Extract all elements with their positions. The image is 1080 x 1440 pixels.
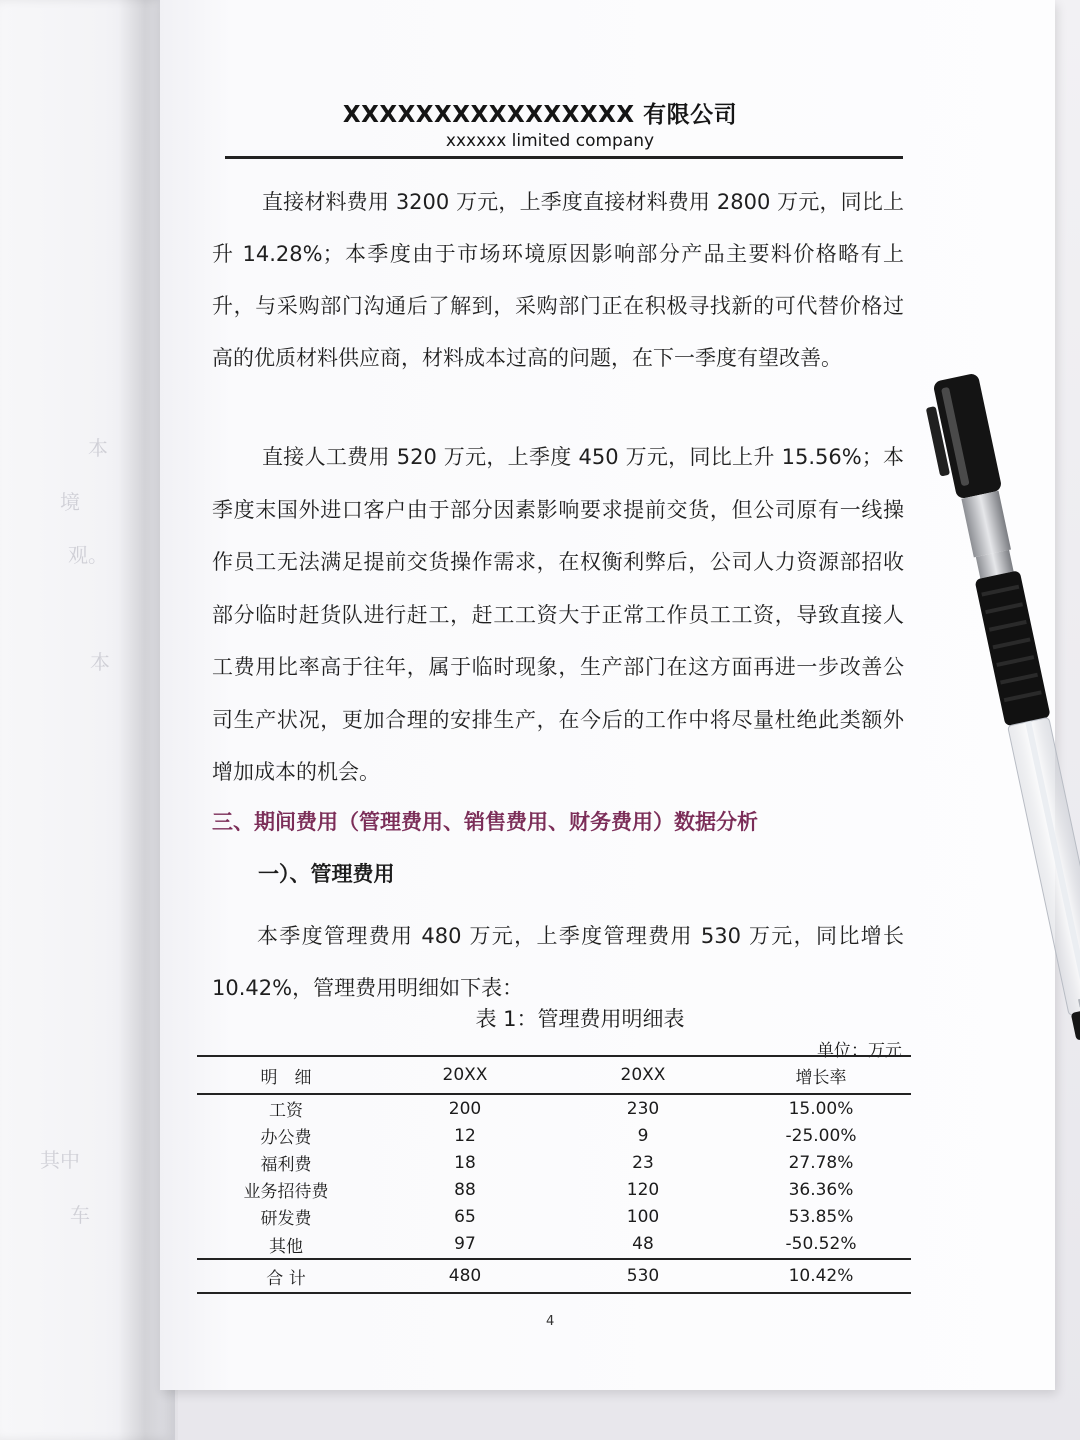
column-header: 明 细 bbox=[260, 1067, 312, 1088]
management-fee-table bbox=[197, 1055, 911, 1294]
table-row bbox=[197, 1176, 911, 1203]
table-unit: 单位：万元 bbox=[817, 1041, 902, 1061]
table-header-row bbox=[197, 1056, 911, 1094]
row-label: 办公费 bbox=[260, 1128, 312, 1148]
total-value: 530 bbox=[626, 1266, 660, 1286]
row-label: 工资 bbox=[269, 1101, 303, 1121]
total-label: 合 计 bbox=[266, 1268, 306, 1289]
company-title: XXXXXXXXXXXXXXXX 有限公司 bbox=[342, 102, 738, 128]
cell-value: 9 bbox=[637, 1125, 649, 1146]
table-title: 表 1：管理费用明细表 bbox=[475, 1007, 685, 1031]
pen-icon bbox=[905, 370, 1080, 1070]
section-heading: 三、期间费用（管理费用、销售费用、财务费用）数据分析 bbox=[212, 810, 758, 834]
paragraph-management-fees: 本季度管理费用 480 万元，上季度管理费用 530 万元，同比增长 10.42%，管理费用明细如下表： bbox=[212, 924, 904, 1000]
bleed-through-text: 本 bbox=[88, 436, 108, 460]
table-row bbox=[197, 1230, 911, 1259]
cell-value: 230 bbox=[626, 1098, 660, 1119]
subsection-heading: 一）、管理费用 bbox=[258, 862, 395, 886]
cell-value: 12 bbox=[454, 1125, 476, 1146]
cell-value: 65 bbox=[454, 1206, 476, 1227]
cell-rate: 36.36% bbox=[788, 1179, 854, 1200]
column-header: 20XX bbox=[442, 1065, 488, 1085]
paragraph-direct-labor: 直接人工费用 520 万元，上季度 450 万元，同比上升 15.56%；本季度末国外进口客户由于部分因素影响要求提前交货，但公司原有一线操作员工无法满足提前交货操作需求，在权衡利弊后，公司人力资源部招收部分临时赶货队进行赶工，赶工工资大于正常工作员工工资，导致直接人工费用比率高于往年，属于临时现象，生产部门在这方面再进一步改善公司生产状况，更加合理的安排生产，在今后的工作中将尽量杜绝此类额外增加成本的机会。 bbox=[212, 445, 904, 784]
cell-rate: 15.00% bbox=[788, 1098, 854, 1119]
bleed-through-text: 境 bbox=[60, 490, 80, 514]
cell-rate: -25.00% bbox=[785, 1125, 857, 1146]
cell-value: 48 bbox=[632, 1234, 654, 1254]
bleed-through-text: 观。 bbox=[68, 543, 108, 567]
table-total-row bbox=[197, 1259, 911, 1293]
cell-value: 88 bbox=[454, 1179, 476, 1200]
table-row bbox=[197, 1149, 911, 1176]
bleed-through-text: 其中 bbox=[40, 1148, 80, 1172]
cell-value: 120 bbox=[626, 1179, 660, 1200]
company-subtitle: xxxxxx limited company bbox=[445, 131, 655, 151]
table-row bbox=[197, 1122, 911, 1149]
total-rate: 10.42% bbox=[788, 1266, 854, 1286]
header-rule bbox=[225, 156, 903, 159]
cell-value: 97 bbox=[454, 1234, 476, 1254]
total-value: 480 bbox=[448, 1266, 482, 1286]
page-number: 4 bbox=[546, 1314, 555, 1329]
cell-value: 18 bbox=[454, 1152, 476, 1173]
cell-value: 200 bbox=[448, 1098, 482, 1119]
column-header: 20XX bbox=[620, 1065, 666, 1085]
cell-rate: 53.85% bbox=[788, 1206, 854, 1227]
bleed-through-text: 车 bbox=[70, 1203, 90, 1227]
cell-value: 100 bbox=[626, 1206, 660, 1227]
table-row bbox=[197, 1094, 911, 1122]
column-header: 增长率 bbox=[795, 1067, 847, 1088]
row-label: 福利费 bbox=[260, 1155, 312, 1175]
cell-rate: -50.52% bbox=[785, 1234, 857, 1254]
row-label: 其他 bbox=[269, 1236, 303, 1257]
paragraph-direct-materials: 直接材料费用 3200 万元，上季度直接材料费用 2800 万元，同比上升 14.28%；本季度由于市场环境原因影响部分产品主要料价格略有上升，与采购部门沟通后了解到，采购部门正在积极寻找新的可代替价格过高的优质材料供应商，材料成本过高的问题，在下一季度有望改善。 bbox=[212, 190, 904, 370]
row-label: 研发费 bbox=[260, 1209, 312, 1229]
row-label: 业务招待费 bbox=[243, 1182, 329, 1202]
bleed-through-text: 本 bbox=[90, 650, 110, 674]
cell-value: 23 bbox=[632, 1152, 654, 1173]
table-row bbox=[197, 1203, 911, 1230]
cell-rate: 27.78% bbox=[788, 1152, 854, 1173]
